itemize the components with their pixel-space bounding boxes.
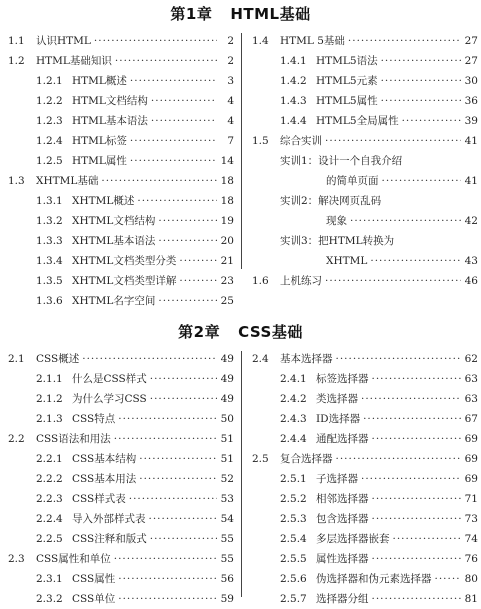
toc-leader-dots: [370, 251, 461, 271]
toc-subsection-row[interactable]: [8, 151, 234, 171]
toc-page-number: 25: [220, 295, 234, 307]
toc-leader-dots: [118, 569, 217, 589]
toc-entry-number: 2.4.2: [280, 393, 307, 405]
toc-entry-number: 2.2: [8, 433, 25, 445]
toc-leader-dots: [381, 71, 461, 91]
toc-subsection-row[interactable]: [252, 429, 478, 449]
toc-entry-title: 实训1：设计一个自我介绍: [280, 155, 403, 167]
toc-leader-dots: [372, 509, 462, 529]
toc-page-number: 51: [220, 453, 234, 465]
toc-subsection-row[interactable]: [252, 231, 478, 251]
toc-entry-number: 1.3.5: [36, 275, 63, 287]
toc-entry-title: ID选择器: [316, 413, 361, 425]
toc-section-row[interactable]: [252, 349, 478, 369]
toc-entry-number: 2.5.5: [280, 553, 307, 565]
toc-page-number: 21: [220, 255, 234, 267]
toc-leader-dots: [435, 569, 462, 589]
toc-entry-number: 2.5.7: [280, 593, 307, 605]
toc-page-number: 41: [464, 135, 478, 147]
toc-leader-dots: [82, 349, 217, 369]
toc-entry-title: XHTML概述: [72, 195, 135, 207]
toc-entry-number: 1.2.1: [36, 75, 63, 87]
toc-entry-title: HTML 5基础: [280, 35, 345, 47]
toc-entry-number: 1.4.1: [280, 55, 307, 67]
toc-subsection-row[interactable]: [8, 251, 234, 271]
toc-entry-title: 标签选择器: [316, 373, 369, 385]
toc-page-number: 62: [464, 353, 478, 365]
toc-subsection-row[interactable]: [252, 369, 478, 389]
toc-entry-number: 2.5: [252, 453, 269, 465]
toc-leader-dots: [150, 369, 217, 389]
toc-page-number: 46: [464, 275, 478, 287]
toc-column-right: [252, 349, 478, 609]
toc-entry-title: 认识HTML: [36, 35, 91, 47]
toc-page-number: 18: [220, 175, 234, 187]
toc-entry-title: CSS语法和用法: [36, 433, 111, 445]
toc-column-left: [8, 349, 234, 609]
toc-section-row[interactable]: [8, 429, 234, 449]
toc-page-number: 41: [464, 175, 478, 187]
toc-subsection-row[interactable]: [8, 271, 234, 291]
toc-page-number: 27: [464, 35, 478, 47]
toc-subsection-row[interactable]: [8, 589, 234, 609]
toc-entry-title: 上机练习: [280, 275, 322, 287]
toc-subsection-row[interactable]: [8, 71, 234, 91]
chapter-title: [0, 322, 481, 342]
toc-subsection-row[interactable]: [8, 449, 234, 469]
toc-section-row[interactable]: [252, 449, 478, 469]
toc-entry-title: CSS注释和版式: [72, 533, 147, 545]
toc-page-number: 27: [464, 55, 478, 67]
toc-page-number: 67: [464, 413, 478, 425]
toc-column-right: [252, 31, 478, 291]
toc-entry-title: XHTML文档结构: [72, 215, 156, 227]
toc-subsection-row[interactable]: [252, 589, 478, 609]
toc-leader-dots: [372, 549, 462, 569]
toc-entry-title: CSS基本用法: [72, 473, 137, 485]
toc-entry-number: 1.4.2: [280, 75, 307, 87]
toc-entry-number: 2.3: [8, 553, 25, 565]
toc-page-number: 81: [464, 593, 478, 605]
toc-entry-title: CSS基本结构: [72, 453, 137, 465]
toc-entry-title: 实训2：解决网页乱码: [280, 195, 382, 207]
toc-entry-number: 1.2.3: [36, 115, 63, 127]
toc-leader-dots: [158, 211, 217, 231]
toc-entry-title: CSS属性和单位: [36, 553, 111, 565]
toc-page-number: 63: [464, 373, 478, 385]
toc-entry-title: 属性选择器: [316, 553, 369, 565]
toc-entry-number: 1.3.1: [36, 195, 63, 207]
toc-subsection-row[interactable]: [8, 469, 234, 489]
toc-page-number: 18: [220, 195, 234, 207]
toc-subsection-row[interactable]: [8, 409, 234, 429]
toc-page-number: 59: [220, 593, 234, 605]
toc-page-number: 51: [220, 433, 234, 445]
toc-leader-dots: [150, 389, 217, 409]
toc-entry-number: 2.4.1: [280, 373, 307, 385]
toc-subsection-row[interactable]: [8, 369, 234, 389]
toc-leader-dots: [150, 529, 217, 549]
toc-entry-title: HTML属性: [72, 155, 127, 167]
toc-page-number: 39: [464, 115, 478, 127]
toc-leader-dots: [382, 171, 462, 191]
toc-entry-title: HTML文档结构: [72, 95, 148, 107]
toc-entry-title: HTML5属性: [316, 95, 378, 107]
toc-entry-number: 2.1.3: [36, 413, 63, 425]
toc-entry-number: 1.3.4: [36, 255, 63, 267]
toc-entry-number: 1.3: [8, 175, 25, 187]
toc-entry-title: 什么是CSS样式: [72, 373, 147, 385]
toc-subsection-row[interactable]: [252, 549, 478, 569]
toc-entry-title: HTML5元素: [316, 75, 378, 87]
toc-page-number: 56: [220, 573, 234, 585]
toc-entry-number: 1.2.4: [36, 135, 63, 147]
toc-subsection-row[interactable]: [252, 211, 478, 231]
chapter-title: [0, 4, 481, 24]
toc-subsection-row[interactable]: [8, 191, 234, 211]
toc-entry-title: CSS特点: [72, 413, 116, 425]
toc-leader-dots: [381, 51, 461, 71]
toc-page-number: 14: [220, 155, 234, 167]
toc-subsection-row[interactable]: [8, 111, 234, 131]
toc-entry-number: 1.6: [252, 275, 269, 287]
toc-entry-title: HTML基本语法: [72, 115, 148, 127]
toc-entry-number: 1.2.2: [36, 95, 63, 107]
toc-entry-title: 伪选择器和伪元素选择器: [316, 573, 432, 585]
toc-entry-number: 2.5.3: [280, 513, 307, 525]
toc-entry-title: 多层选择器嵌套: [316, 533, 390, 545]
toc-subsection-row[interactable]: [252, 489, 478, 509]
toc-entry-title: XHTML名字空间: [72, 295, 156, 307]
toc-page-number: 63: [464, 393, 478, 405]
toc-page-number: 36: [464, 95, 478, 107]
toc-entry-number: 2.3.2: [36, 593, 63, 605]
toc-page-number: 20: [220, 235, 234, 247]
toc-leader-dots: [130, 71, 217, 91]
toc-entry-number: 2.5.4: [280, 533, 307, 545]
toc-page-number: 2: [227, 35, 234, 47]
toc-leader-dots: [381, 91, 461, 111]
toc-subsection-row[interactable]: [252, 171, 478, 191]
toc-entry-number: 1.5: [252, 135, 269, 147]
toc-section-row[interactable]: [252, 271, 478, 291]
toc-entry-number: 1.2: [8, 55, 25, 67]
toc-leader-dots: [129, 489, 217, 509]
toc-subsection-row[interactable]: [8, 211, 234, 231]
toc-leader-dots: [114, 429, 217, 449]
toc-entry-number: 2.2.1: [36, 453, 63, 465]
toc-section-row[interactable]: [8, 349, 234, 369]
toc-leader-dots: [151, 91, 217, 111]
toc-leader-dots: [325, 131, 461, 151]
toc-page-number: 49: [220, 373, 234, 385]
toc-entry-number: 2.2.2: [36, 473, 63, 485]
toc-subsection-row[interactable]: [252, 469, 478, 489]
toc-entry-title: CSS单位: [72, 593, 116, 605]
toc-entry-title: 选择器分组: [316, 593, 369, 605]
toc-leader-dots: [348, 31, 461, 51]
toc-subsection-row[interactable]: [252, 71, 478, 91]
toc-subsection-row[interactable]: [252, 409, 478, 429]
chapter-number: 第1章: [170, 5, 213, 23]
toc-entry-title: XHTML: [326, 255, 368, 267]
toc-entry-number: 2.3.1: [36, 573, 63, 585]
toc-page-number: 69: [464, 433, 478, 445]
toc-leader-dots: [130, 151, 217, 171]
toc-entry-number: 2.2.3: [36, 493, 63, 505]
toc-page-number: 43: [464, 255, 478, 267]
toc-entry-title: 类选择器: [316, 393, 358, 405]
toc-leader-dots: [158, 291, 217, 311]
toc-subsection-row[interactable]: [252, 151, 478, 171]
toc-subsection-row[interactable]: [252, 251, 478, 271]
toc-subsection-row[interactable]: [252, 51, 478, 71]
toc-subsection-row[interactable]: [8, 509, 234, 529]
toc-leader-dots: [372, 369, 462, 389]
toc-leader-dots: [114, 549, 217, 569]
toc-page-number: 55: [220, 533, 234, 545]
toc-entry-title: 为什么学习CSS: [72, 393, 147, 405]
chapter-name: CSS基础: [238, 323, 303, 341]
toc-entry-number: 2.5.6: [280, 573, 307, 585]
toc-section-row[interactable]: [8, 31, 234, 51]
toc-leader-dots: [336, 449, 462, 469]
toc-entry-title: HTML5语法: [316, 55, 378, 67]
toc-page-number: 4: [227, 95, 234, 107]
toc-entry-number: 1.4: [252, 35, 269, 47]
toc-entry-title: 实训3：把HTML转换为: [280, 235, 395, 247]
toc-entry-number: 1.3.6: [36, 295, 63, 307]
toc-subsection-row[interactable]: [8, 489, 234, 509]
toc-entry-title: HTML5全局属性: [316, 115, 399, 127]
toc-page-number: 54: [220, 513, 234, 525]
toc-entry-title: 现象: [326, 215, 347, 227]
toc-entry-title: 导入外部样式表: [72, 513, 146, 525]
toc-entry-title: XHTML文档类型详解: [72, 275, 177, 287]
toc-leader-dots: [361, 469, 461, 489]
toc-entry-title: XHTML文档类型分类: [72, 255, 177, 267]
toc-page-number: 73: [464, 513, 478, 525]
toc-page-number: 52: [220, 473, 234, 485]
toc-subsection-row[interactable]: [8, 131, 234, 151]
toc-page-number: 23: [220, 275, 234, 287]
toc-section-row[interactable]: [8, 171, 234, 191]
toc-entry-number: 2.4.4: [280, 433, 307, 445]
toc-entry-number: 2.4: [252, 353, 269, 365]
toc-page-number: 2: [227, 55, 234, 67]
toc-leader-dots: [115, 51, 217, 71]
toc-subsection-row[interactable]: [252, 389, 478, 409]
toc-leader-dots: [101, 171, 217, 191]
toc-section-row[interactable]: [8, 549, 234, 569]
toc-entry-title: CSS属性: [72, 573, 116, 585]
toc-leader-dots: [361, 389, 461, 409]
toc-page-number: 69: [464, 473, 478, 485]
toc-entry-number: 1.4.4: [280, 115, 307, 127]
toc-page-number: 50: [220, 413, 234, 425]
toc-subsection-row[interactable]: [252, 529, 478, 549]
toc-column-left: [8, 31, 234, 311]
toc-entry-title: HTML基础知识: [36, 55, 112, 67]
chapter-name: HTML基础: [230, 5, 311, 23]
toc-page-number: 7: [227, 135, 234, 147]
toc-entry-number: 1.4.3: [280, 95, 307, 107]
toc-entry-number: 2.1.1: [36, 373, 63, 385]
toc-entry-title: 复合选择器: [280, 453, 333, 465]
toc-entry-title: CSS样式表: [72, 493, 126, 505]
toc-leader-dots: [363, 409, 461, 429]
toc-entry-number: 1.3.2: [36, 215, 63, 227]
toc-page-number: 69: [464, 453, 478, 465]
toc-subsection-row[interactable]: [8, 529, 234, 549]
toc-entry-number: 2.2.5: [36, 533, 63, 545]
toc-page-number: 49: [220, 353, 234, 365]
toc-subsection-row[interactable]: [8, 569, 234, 589]
toc-entry-title: 通配选择器: [316, 433, 369, 445]
toc-subsection-row[interactable]: [8, 291, 234, 311]
column-divider: [241, 351, 242, 597]
toc-entry-title: 基本选择器: [280, 353, 333, 365]
toc-leader-dots: [139, 449, 217, 469]
toc-page-number: 71: [464, 493, 478, 505]
toc-subsection-row[interactable]: [8, 389, 234, 409]
toc-leader-dots: [118, 589, 217, 609]
toc-leader-dots: [179, 271, 217, 291]
toc-subsection-row[interactable]: [252, 569, 478, 589]
toc-entry-title: 相邻选择器: [316, 493, 369, 505]
toc-page-number: 74: [464, 533, 478, 545]
toc-entry-title: XHTML基础: [36, 175, 99, 187]
toc-leader-dots: [372, 489, 462, 509]
toc-entry-number: 1.3.3: [36, 235, 63, 247]
toc-leader-dots: [372, 429, 462, 449]
toc-entry-number: 2.4.3: [280, 413, 307, 425]
toc-leader-dots: [402, 111, 461, 131]
toc-entry-title: 综合实训: [280, 135, 322, 147]
toc-page-number: 49: [220, 393, 234, 405]
toc-leader-dots: [336, 349, 462, 369]
toc-leader-dots: [325, 271, 461, 291]
toc-page-number: 80: [464, 573, 478, 585]
toc-page-number: 55: [220, 553, 234, 565]
toc-entry-number: 2.1.2: [36, 393, 63, 405]
toc-subsection-row[interactable]: [252, 111, 478, 131]
toc-entry-number: 2.1: [8, 353, 25, 365]
toc-section-row[interactable]: [252, 131, 478, 151]
toc-section-row[interactable]: [252, 31, 478, 51]
toc-leader-dots: [372, 589, 462, 609]
toc-leader-dots: [158, 231, 217, 251]
toc-entry-title: 的简单页面: [326, 175, 379, 187]
toc-subsection-row[interactable]: [252, 509, 478, 529]
toc-entry-title: HTML概述: [72, 75, 127, 87]
chapter-number: 第2章: [178, 323, 221, 341]
toc-leader-dots: [139, 469, 217, 489]
toc-leader-dots: [149, 509, 218, 529]
column-divider: [241, 33, 242, 269]
toc-page-number: 76: [464, 553, 478, 565]
toc-page-number: 19: [220, 215, 234, 227]
toc-entry-title: XHTML基本语法: [72, 235, 156, 247]
toc-entry-title: 子选择器: [316, 473, 358, 485]
toc-leader-dots: [118, 409, 217, 429]
toc-subsection-row[interactable]: [252, 91, 478, 111]
toc-section-row[interactable]: [8, 51, 234, 71]
toc-entry-number: 2.5.2: [280, 493, 307, 505]
toc-entry-number: 2.5.1: [280, 473, 307, 485]
toc-entry-number: 1.2.5: [36, 155, 63, 167]
toc-subsection-row[interactable]: [8, 231, 234, 251]
toc-entry-number: 1.1: [8, 35, 25, 47]
toc-leader-dots: [350, 211, 461, 231]
toc-page-number: 30: [464, 75, 478, 87]
toc-leader-dots: [179, 251, 217, 271]
toc-subsection-row[interactable]: [8, 91, 234, 111]
toc-leader-dots: [130, 131, 217, 151]
toc-leader-dots: [94, 31, 217, 51]
toc-leader-dots: [137, 191, 217, 211]
toc-entry-title: CSS概述: [36, 353, 80, 365]
toc-page-number: 4: [227, 115, 234, 127]
toc-leader-dots: [151, 111, 217, 131]
toc-entry-title: HTML标签: [72, 135, 127, 147]
toc-page-number: 53: [220, 493, 234, 505]
toc-subsection-row[interactable]: [252, 191, 478, 211]
toc-page-number: 42: [464, 215, 478, 227]
toc-entry-number: 2.2.4: [36, 513, 63, 525]
toc-page-number: 3: [227, 75, 234, 87]
toc-leader-dots: [393, 529, 462, 549]
toc-entry-title: 包含选择器: [316, 513, 369, 525]
